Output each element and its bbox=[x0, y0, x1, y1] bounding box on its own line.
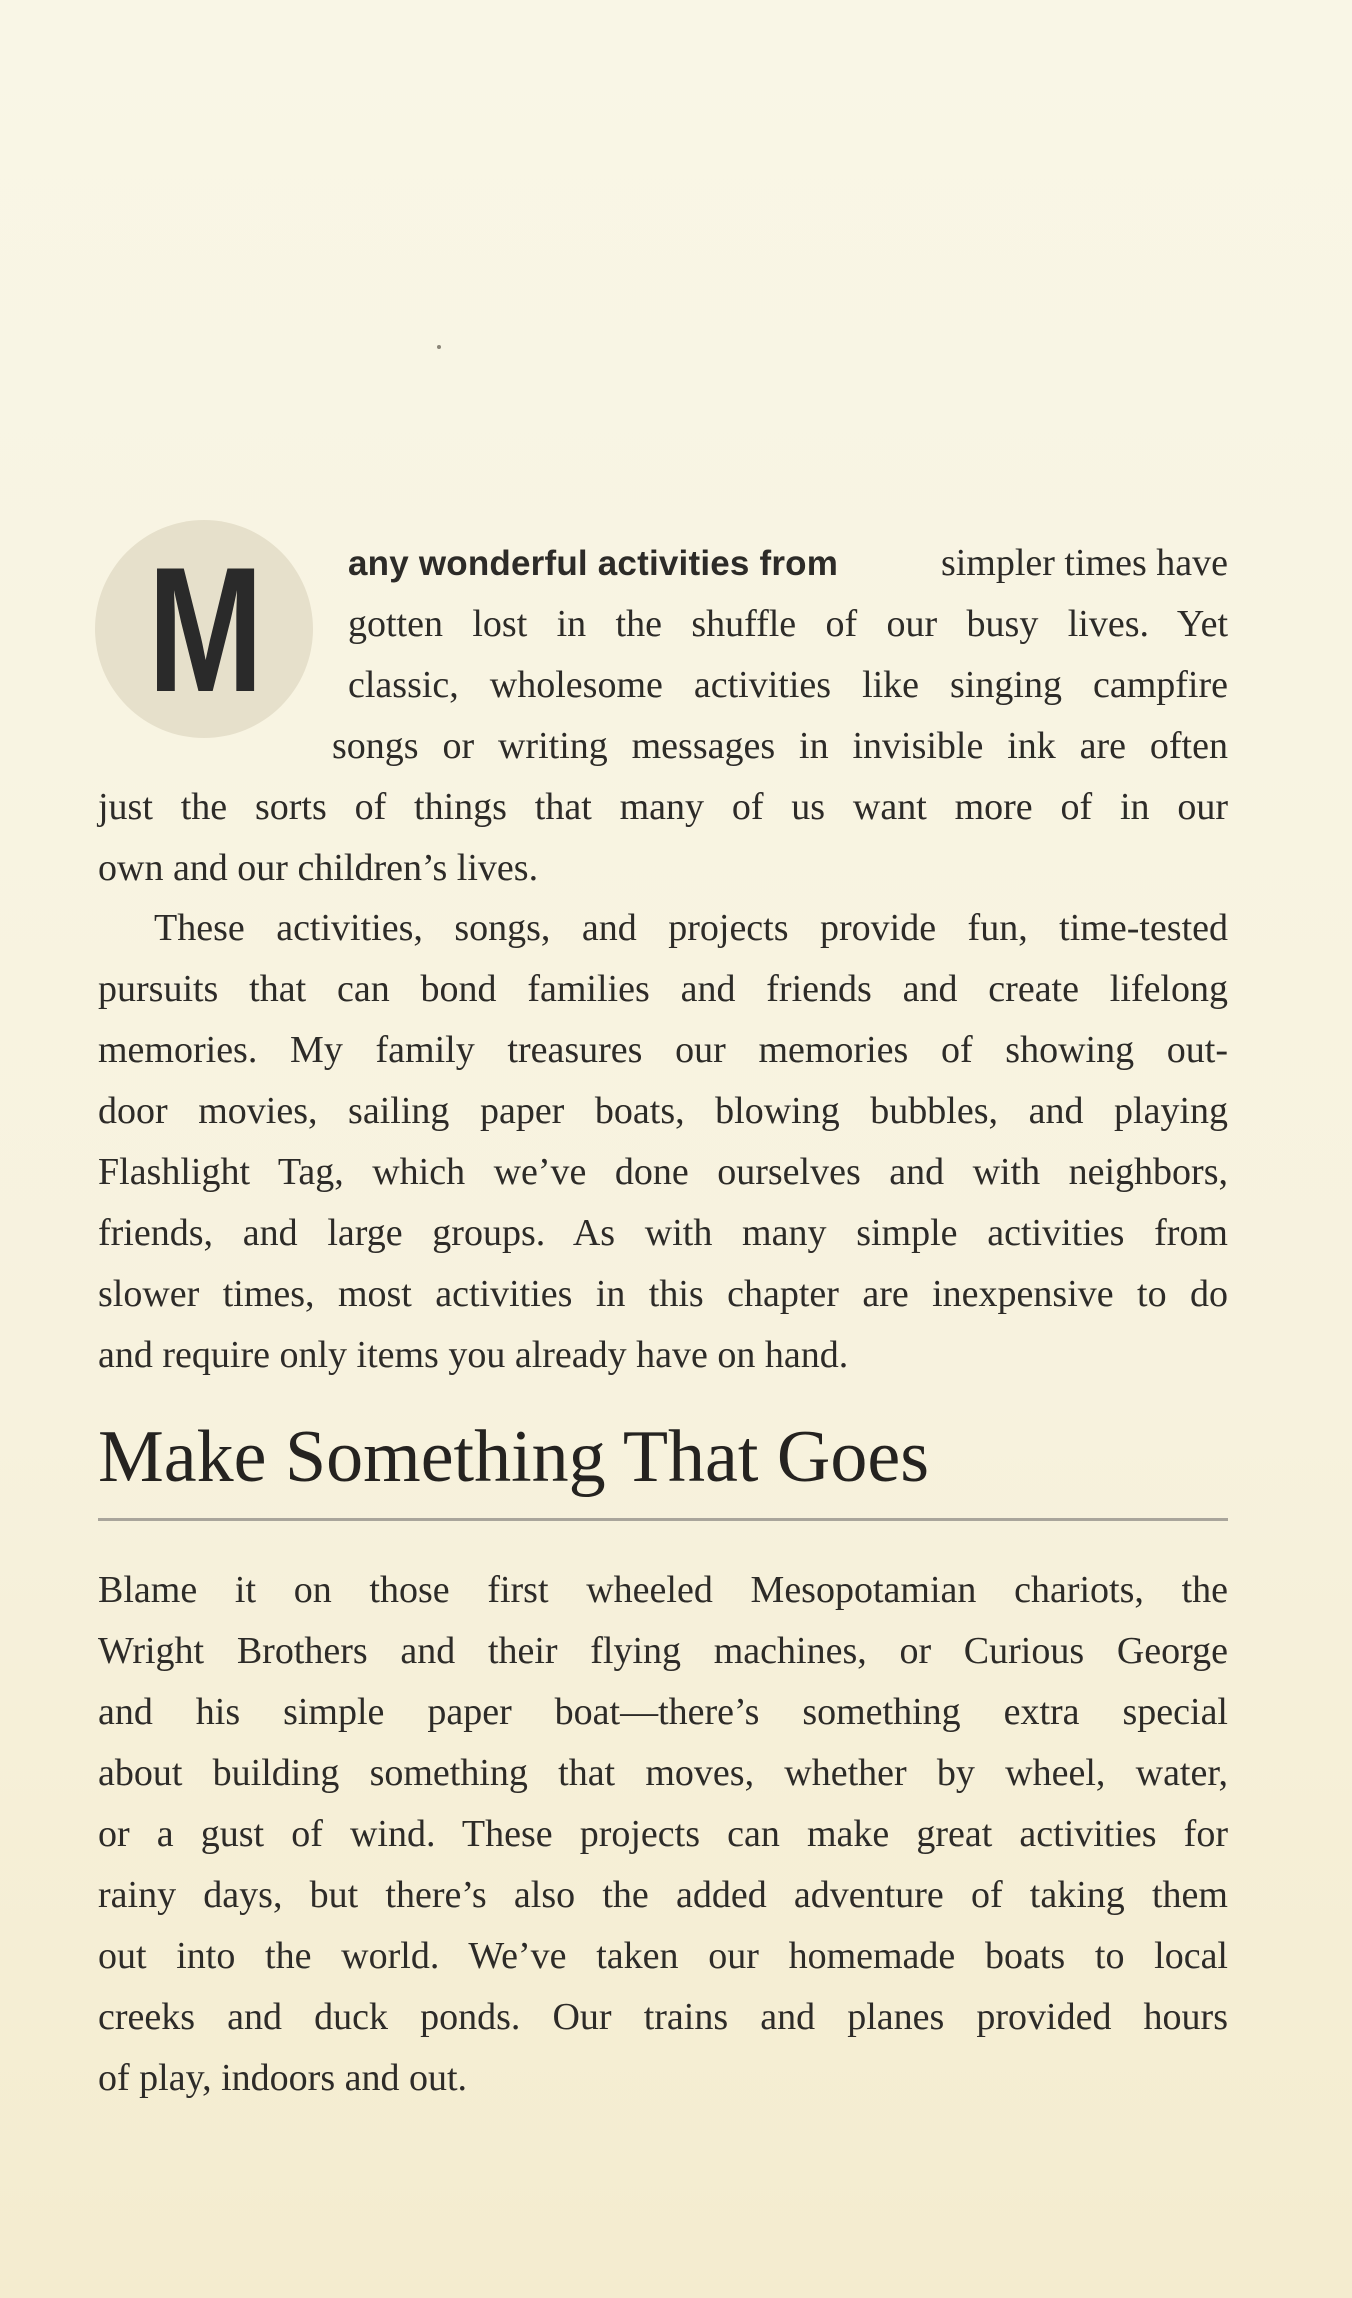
paragraph-3-line bbox=[98, 2048, 1228, 2109]
paragraph-3-line bbox=[98, 1682, 1228, 1743]
paragraph-3-line-text: Blame it on those first wheeled Mesopotamian chariots, the bbox=[98, 1569, 1228, 1611]
paragraph-2-line bbox=[98, 898, 1228, 959]
paragraph-3-line-text: of play, indoors and out. bbox=[98, 2057, 468, 2099]
paragraph-3-line bbox=[98, 1865, 1228, 1926]
paragraph-3-line bbox=[98, 1987, 1228, 2048]
intro-line-3 bbox=[348, 655, 1228, 716]
intro-line-3-text: classic, wholesome activities like singing campfire bbox=[348, 664, 1228, 706]
paragraph-3-line-text: Wright Brothers and their flying machines, or Curious George bbox=[98, 1630, 1228, 1672]
paper-speck bbox=[437, 345, 441, 349]
paragraph-2-line bbox=[98, 1325, 1228, 1386]
intro-line-4-text: songs or writing messages in invisible ink are often bbox=[332, 725, 1228, 767]
intro-paragraph-mid bbox=[332, 716, 1228, 777]
intro-line-1-rest: simpler times have bbox=[940, 542, 1228, 584]
paragraph-3-line bbox=[98, 1621, 1228, 1682]
intro-line-2-text: gotten lost in the shuffle of our busy lives. Yet bbox=[348, 603, 1228, 645]
paragraph-3-line-text: about building something that moves, whether by wheel, water, bbox=[98, 1752, 1228, 1794]
intro-line-4 bbox=[332, 716, 1228, 777]
paragraph-2-line-text: friends, and large groups. As with many simple activities from bbox=[98, 1212, 1228, 1254]
paragraph-3-line-text: creeks and duck ponds. Our trains and planes provided hours bbox=[98, 1996, 1228, 2038]
paragraph-3-line bbox=[98, 1926, 1228, 1987]
paragraph-2-line bbox=[98, 1020, 1228, 1081]
paragraph-3-line-text: or a gust of wind. These projects can make great activities for bbox=[98, 1813, 1228, 1855]
paragraph-2-line bbox=[98, 1081, 1228, 1142]
paragraph-2-line bbox=[98, 1203, 1228, 1264]
intro-line-6 bbox=[98, 838, 1228, 899]
paragraph-2 bbox=[98, 898, 1228, 1386]
intro-line-1 bbox=[348, 533, 1228, 594]
paragraph-3-line bbox=[98, 1804, 1228, 1865]
paragraph-3-line bbox=[98, 1560, 1228, 1621]
paragraph-3-line-text: out into the world. We’ve taken our homemade boats to local bbox=[98, 1935, 1228, 1977]
paragraph-3 bbox=[98, 1560, 1228, 2109]
paragraph-2-line bbox=[98, 959, 1228, 1020]
intro-paragraph-top bbox=[348, 533, 1228, 716]
paragraph-2-line-text: These activities, songs, and projects provide fun, time-tested bbox=[154, 907, 1228, 949]
paragraph-3-line-text: and his simple paper boat—there’s something extra special bbox=[98, 1691, 1228, 1733]
intro-line-6-text: own and our children’s lives. bbox=[98, 847, 539, 889]
paragraph-2-line bbox=[98, 1264, 1228, 1325]
drop-cap-letter: M bbox=[147, 529, 261, 729]
paragraph-2-line-text: Flashlight Tag, which we’ve done ourselves and with neighbors, bbox=[98, 1151, 1228, 1193]
paragraph-2-line-text: slower times, most activities in this chapter are inexpensive to do bbox=[98, 1273, 1228, 1315]
intro-line-5 bbox=[98, 777, 1228, 838]
paragraph-3-line-text: rainy days, but there’s also the added adventure of taking them bbox=[98, 1874, 1228, 1916]
paragraph-2-line bbox=[98, 1142, 1228, 1203]
intro-paragraph-bottom bbox=[98, 777, 1228, 899]
intro-line-5-text: just the sorts of things that many of us want more of in our bbox=[98, 786, 1228, 828]
intro-line-2 bbox=[348, 594, 1228, 655]
paragraph-2-line-text: memories. My family treasures our memories of showing out- bbox=[98, 1029, 1228, 1071]
paragraph-2-line-text: door movies, sailing paper boats, blowing bubbles, and playing bbox=[98, 1090, 1228, 1132]
heading-divider bbox=[98, 1518, 1228, 1521]
paragraph-3-line bbox=[98, 1743, 1228, 1804]
section-heading: Make Something That Goes bbox=[98, 1416, 930, 1498]
paragraph-2-line-text: and require only items you already have on hand. bbox=[98, 1334, 849, 1376]
paragraph-2-line-text: pursuits that can bond families and friends and create lifelong bbox=[98, 968, 1228, 1010]
lead-in-text: any wonderful activities from bbox=[348, 544, 839, 583]
